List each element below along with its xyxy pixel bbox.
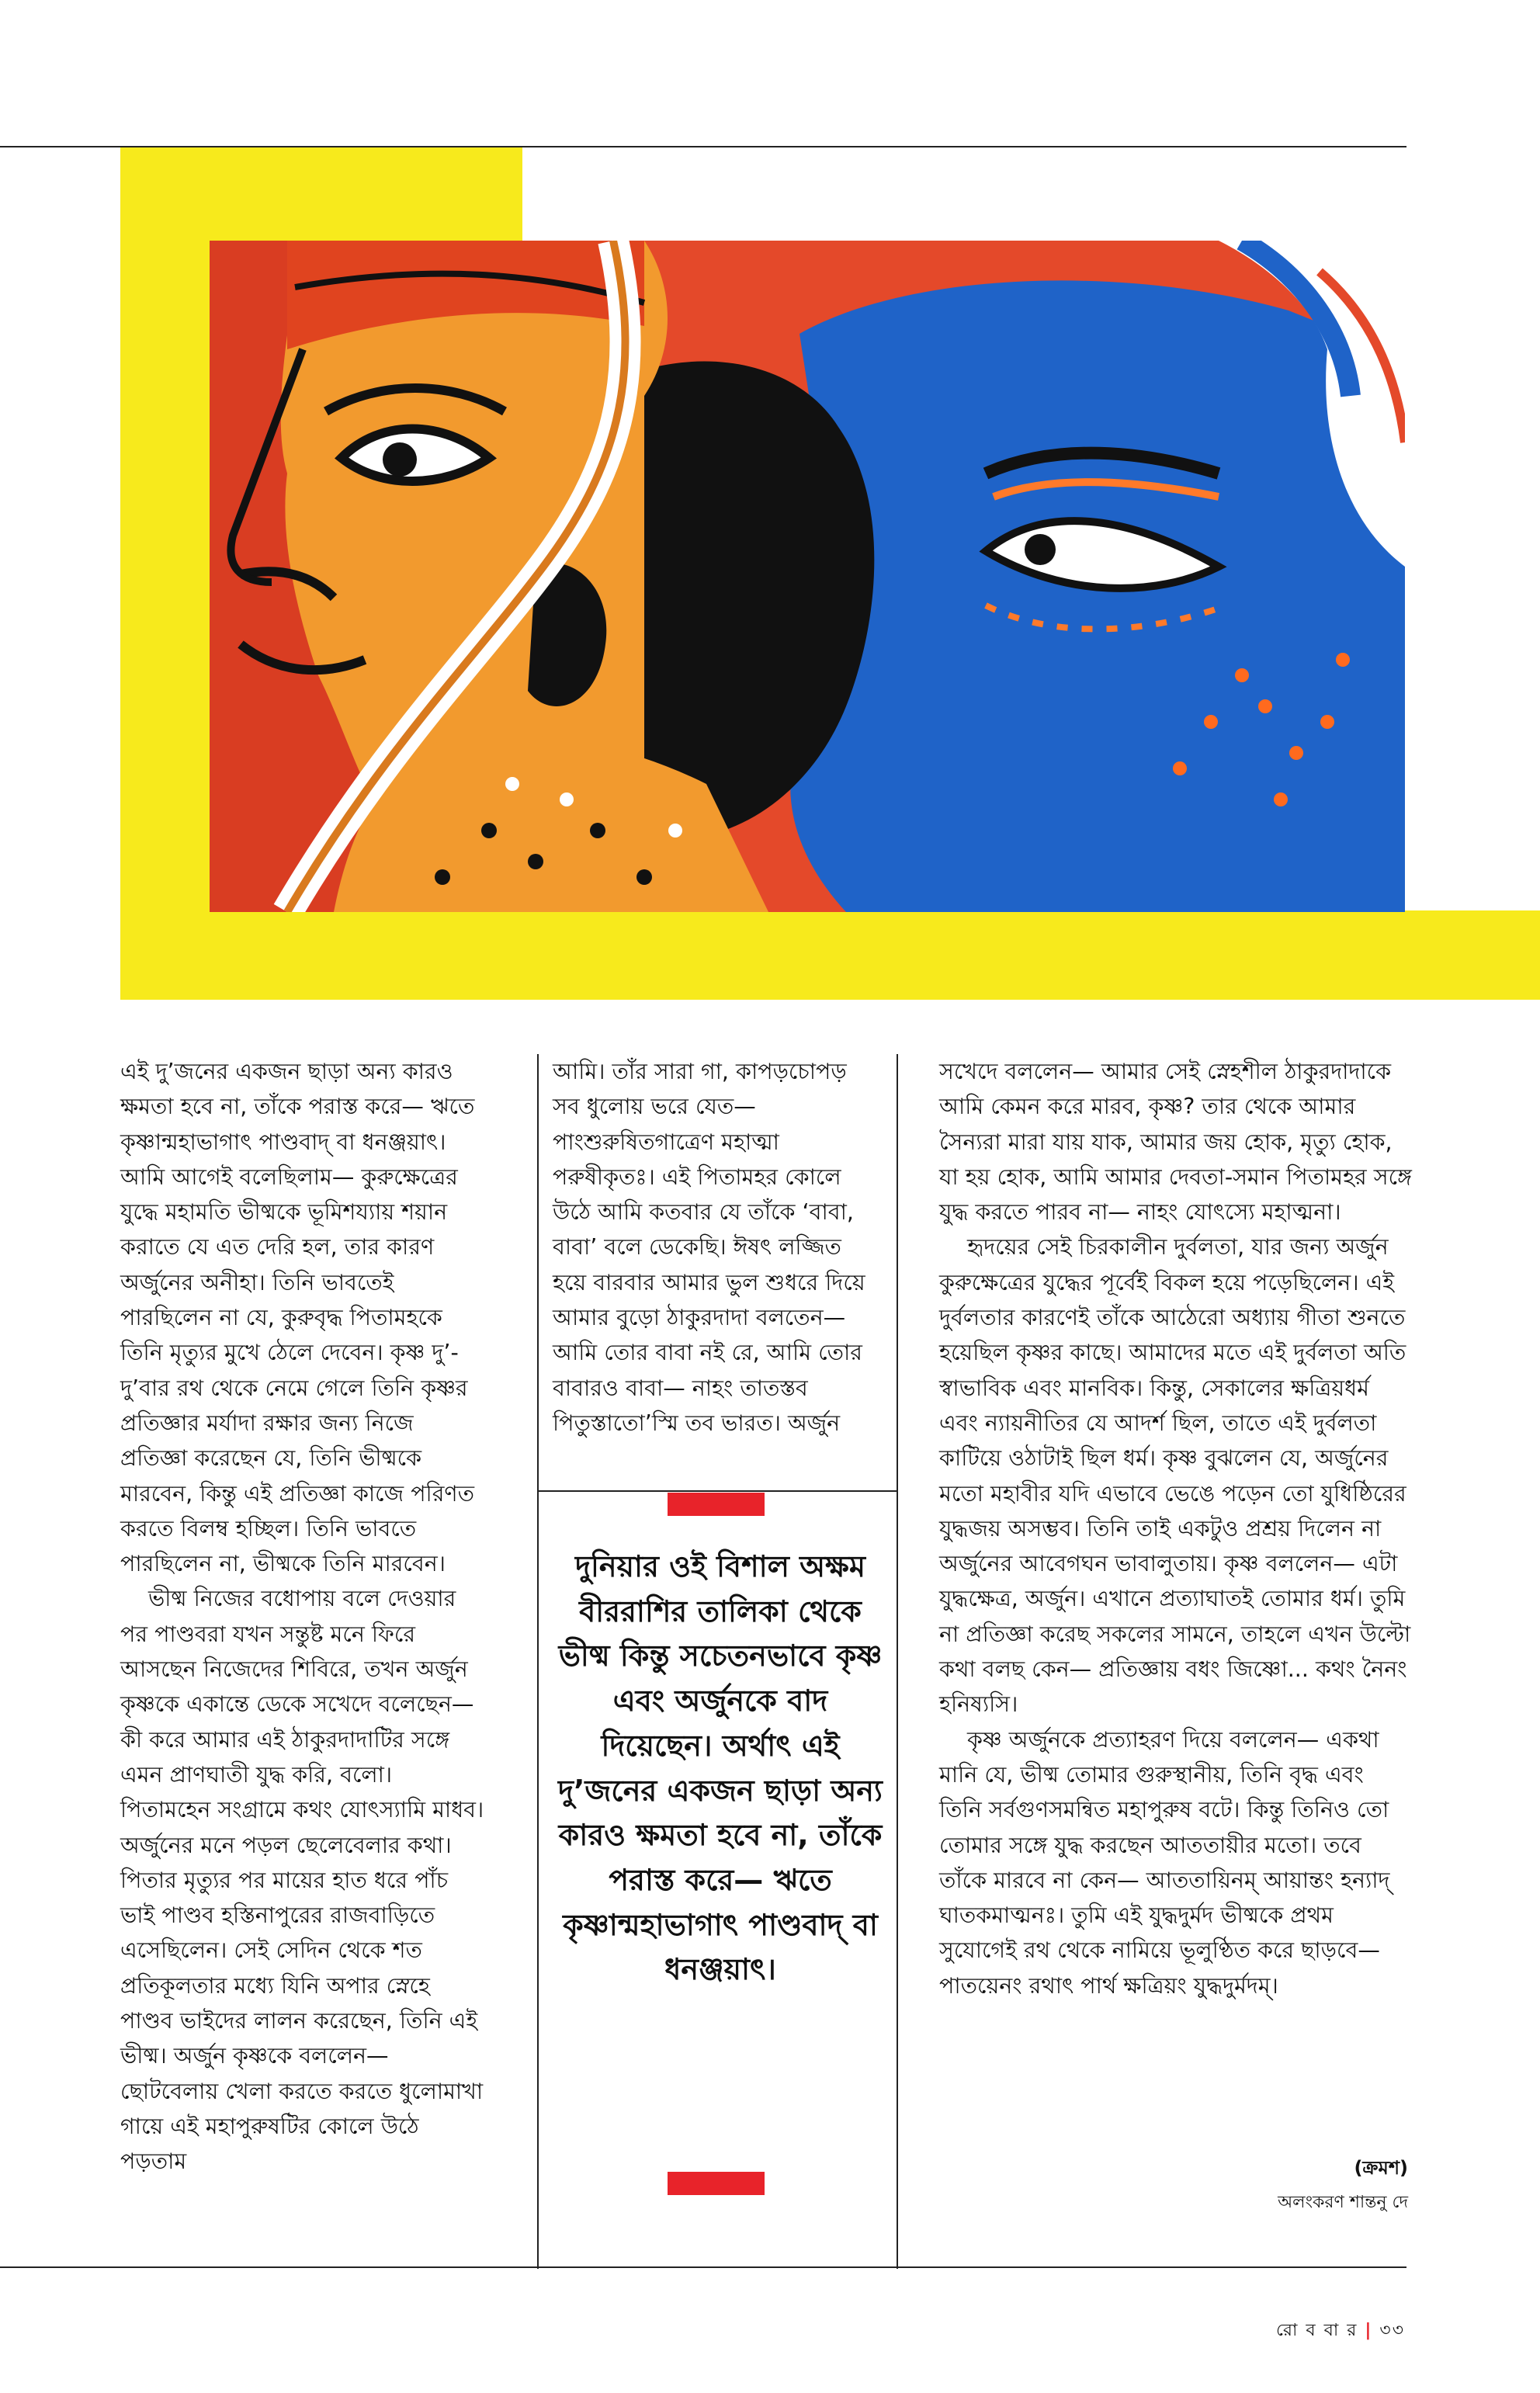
paragraph: হৃদয়ের সেই চিরকালীন দুর্বলতা, যার জন্য অর্জুন কুরুক্ষেত্রের যুদ্ধের পূর্বেই বিকল হয়ে পড়েছিলেন। এই দুর্বলতার কারণেই তাঁকে আঠেরো অধ্যায় গীতা শুনতে হয়েছিল কৃষ্ণর কাছে। আমাদের মতে এই দুর্বলতা অতি স্বাভাবিক এবং মানবিক। কিন্তু, সেকালের ক্ষত্রিয়ধর্ম এবং ন্যায়নীতির যে আদর্শ ছিল, তাতে এই দুর্বলতা কাটিয়ে ওঠাটাই ছিল ধর্ম। কৃষ্ণ বুঝলেন যে, অর্জুনের মতো মহাবীর যদি এভাবে ভেঙে পড়েন তো যুধিষ্ঠিরের যুদ্ধজয় অসম্ভব। তিনি তাই একটুও প্রশ্রয় দিলেন না অর্জুনের আবেগঘন ভাবালুতায়। কৃষ্ণ বললেন— এটা যুদ্ধক্ষেত্র, অর্জুন। এখানে প্রত্যাঘাতই তোমার ধর্ম। তুমি না প্রতিজ্ঞা করেছ সকলের সামনে, তাহলে এখন উল্টো কথা বলছ কেন— প্রতিজ্ঞায় বধং জিষ্ণো... কথং নৈনং হনিষ্যসি। <box>939 1234 1411 1718</box>
page-number: ৩৩ <box>1379 2321 1405 2340</box>
paragraph: ভীষ্ম নিজের বধোপায় বলে দেওয়ার পর পাণ্ডবরা যখন সন্তুষ্ট মনে ফিরে আসছেন নিজেদের শিবিরে, তখন অর্জুন কৃষ্ণকে একান্তে ডেকে সখেদে বলেছেন— কী করে আমার এই ঠাকুরদাদাটির সঙ্গে এমন প্রাণঘাতী যুদ্ধ করি, বলো। পিতামহেন সংগ্রামে কথং যোৎস্যামি মাধব। অর্জুনের মনে পড়ল ছেলেবেলার কথা। পিতার মৃত্যুর পর মায়ের হাত ধরে পাঁচ ভাই পাণ্ডব হস্তিনাপুরের রাজবাড়িতে এসেছিলেন। সেই সেদিন থেকে শত প্রতিকূলতার মধ্যে যিনি অপার স্নেহে পাণ্ডব ভাইদের লালন করেছেন, তিনি এই ভীষ্ম। অর্জুন কৃষ্ণকে বললেন— ছোটবেলায় খেলা করতে করতে ধুলোমাখা গায়ে এই মহাপুরুষটির কোলে উঠে পড়তাম <box>120 1586 484 2175</box>
column-rule-2 <box>897 1054 898 2269</box>
illustration-arjuna-krishna <box>210 241 1405 912</box>
article-column-2 <box>553 1054 879 1441</box>
pull-quote-top-rule <box>537 1490 898 1492</box>
pull-quote: দুনিয়ার ওই বিশাল অক্ষম বীররাশির তালিকা থেকে ভীষ্ম কিন্তু সচেতনভাবে কৃষ্ণ এবং অর্জুনকে বাদ দিয়েছেন। অর্থাৎ এই দু’জনের একজন ছাড়া অন্য কারও ক্ষমতা হবে না, তাঁকে পরাস্ত করে— ঋতে কৃষ্ণান্মহাভাগাৎ পাণ্ডবাদ্ বা ধনঞ্জয়াৎ। <box>558 1549 883 1987</box>
pull-quote-red-bar-top <box>668 1493 765 1516</box>
column-rule-1 <box>537 1054 539 2269</box>
yellow-band-bottom <box>120 910 1540 1000</box>
illustration-credit: অলংকরণ শান্তনু দে <box>1278 2193 1408 2212</box>
folio-separator: | <box>1365 2321 1373 2340</box>
paragraph: এই দু’জনের একজন ছাড়া অন্য কারও ক্ষমতা হবে না, তাঁকে পরাস্ত করে— ঋতে কৃষ্ণান্মহাভাগাৎ পাণ্ডবাদ্ বা ধনঞ্জয়াৎ। আমি আগেই বলেছিলাম— কুরুক্ষেত্রের যুদ্ধে মহামতি ভীষ্মকে ভূমিশয্যায় শয়ান করাতে যে এত দেরি হল, তার কারণ অর্জুনের অনীহা। তিনি ভাবতেই পারছিলেন না যে, কুরুবৃদ্ধ পিতামহকে তিনি মৃত্যুর মুখে ঠেলে দেবেন। কৃষ্ণ দু’-দু’বার রথ থেকে নেমে গেলে তিনি কৃষ্ণর প্রতিজ্ঞার মর্যাদা রক্ষার জন্য নিজে প্রতিজ্ঞা করেছেন যে, তিনি ভীষ্মকে মারবেন, কিন্তু এই প্রতিজ্ঞা কাজে পরিণত করতে বিলম্ব হচ্ছিল। তিনি ভাবতে পারছিলেন না, ভীষ্মকে তিনি মারবেন। <box>120 1059 475 1577</box>
pull-quote-red-bar-bottom <box>668 2172 765 2195</box>
article-column-3 <box>939 1054 1413 2003</box>
paragraph: আমি। তাঁর সারা গা, কাপড়চোপড় সব ধুলোয় ভরে যেত— পাংশুরুষিতগাত্রেণ মহাত্মা পরুষীকৃতঃ। এই পিতামহর কোলে উঠে আমি কতবার যে তাঁকে ‘বাবা, বাবা’ বলে ডেকেছি। ঈষৎ লজ্জিত হয়ে বারবার আমার ভুল শুধরে দিয়ে আমার বুড়ো ঠাকুরদাদা বলতেন— আমি তোর বাবা নই রে, আমি তোর বাবারও বাবা— নাহং তাতস্তব পিতুস্তাতো’স্মি তব ভারত। অর্জুন <box>553 1059 865 1436</box>
yellow-block-left <box>120 147 212 1000</box>
paragraph: সখেদে বললেন— আমার সেই স্নেহশীল ঠাকুরদাদাকে আমি কেমন করে মারব, কৃষ্ণ? তার থেকে আমার সৈন্যরা মারা যায় যাক, আমার জয় হোক, মৃত্যু হোক, যা হয় হোক, আমি আমার দেবতা-সমান পিতামহর সঙ্গে যুদ্ধ করতে পারব না— নাহং যোৎস্যে মহাত্মনা। <box>939 1059 1412 1226</box>
paragraph: কৃষ্ণ অর্জুনকে প্রত্যাহরণ দিয়ে বললেন— একথা মানি যে, ভীষ্ম তোমার গুরুস্থানীয়, তিনি বৃদ্ধ এবং তিনি সর্বগুণসমন্বিত মহাপুরুষ বটে। কিন্তু তিনিও তো তোমার সঙ্গে যুদ্ধ করছেন আততায়ীর মতো। তবে তাঁকে মারবে না কেন— আততায়িনম্ আয়ান্তং হন্যাদ্ ঘাতকমাত্মনঃ। তুমি এই যুদ্ধদুর্মদ ভীষ্মকে প্রথম সুযোগেই রথ থেকে নামিয়ে ভূলুণ্ঠিত করে ছাড়বে— পাতয়েনং রথাৎ পার্থ ক্ষত্রিয়ং যুদ্ধদুর্মদম্। <box>939 1726 1390 1999</box>
continued-label: (ক্রমশ) <box>1354 2157 1408 2179</box>
magazine-name: রো ব বা র <box>1275 2321 1358 2340</box>
page-folio <box>1276 2317 1405 2346</box>
bottom-rule <box>0 2266 1406 2268</box>
article-column-1 <box>120 1054 485 2180</box>
